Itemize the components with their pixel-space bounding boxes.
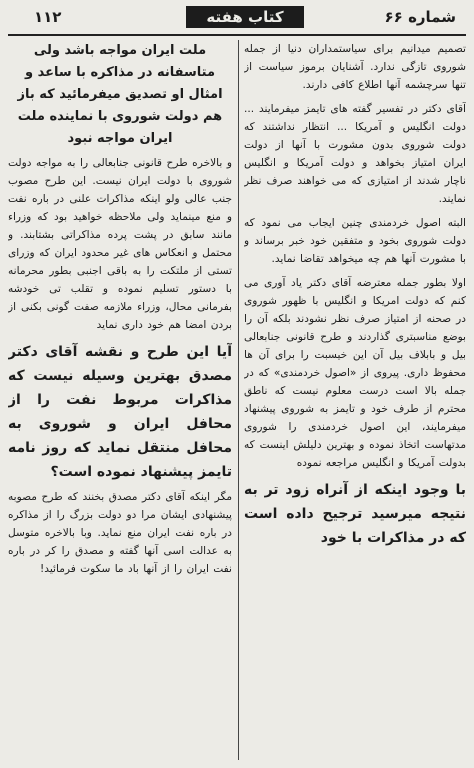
bold-paragraph: با وجود اینکه از آنراه زود تر به نتیجه میرسید ترجیح داده است که در مذاکرات با خود	[244, 482, 466, 546]
page-number: ۱۱۲	[34, 8, 62, 26]
column-heading: ملت ایران مواجه باشد ولی متاسفانه در مذاکره با ساعد و امثال او تصدیق میفرمائید که باز هم دولت شوروی با نماینده ملت ایران مواجه نبود	[17, 43, 223, 146]
paragraph: آقای دکتر در تفسیر گفته های تایمز میفرمایند ... دولت انگلیس و آمریکا ... انتظار نداشتند که دولت شوروی بدون مشورت با آنها از دولت ایران امتیاز بخواهد و دولت آمریکا و انگلیس ناچار شدند از امتیازی که می خواهند صرف نظر نمایند.	[244, 103, 466, 205]
column-divider	[238, 40, 239, 760]
masthead-title: کتاب هفته	[186, 6, 304, 28]
paragraph: و بالاخره طرح قانونی جنابعالی را به مواجه دولت شوروی با دولت ایران نیست. این طرح مصوب جنب عالی ولو اینکه مذاکرات علنی در باره نفت و منع مینماید ولی ملاحظه خواهید بود که وزراء مانند سابق در پشت پرده مذاکراتی بشتابند. و محتمل و انعکاس های غیر محدود ایران که وزرای تستی از ملتکت را به باقی اجنبی بطور محرمانه با دستور تسلیم نموده و تقلب تی خودشه بفرمانی محال، وزراء ملازمه صفت گونی بکنی از بردن امضا هم خود داری نماید	[8, 157, 232, 331]
left-column	[8, 40, 232, 762]
issue-number: شماره ۶۶	[384, 8, 456, 26]
page-header	[8, 4, 466, 36]
paragraph: مگر اینکه آقای دکتر مصدق بخنند که طرح مصوبه پیشنهادی ایشان مرا دو دولت بزرگ را از مذاکره در باره نفت ایران منع نماید. وبا بالاخره متوسل به عدالت اسی آنها گفته و مصدق را کر در باره نفت ایران را از آنها باد ما سکوت فرمائید!	[8, 491, 232, 575]
paragraph: البته اصول خردمندی چنین ایجاب می نمود که دولت شوروی بخود و متفقین خود خبر برساند و با مشورت آنها هم چه میخواهد تقاضا نماید.	[244, 217, 466, 265]
paragraph: اولا بطور جمله معترضه آقای دکتر یاد آوری می کنم که دولت امریکا و انگلیس با ظهور شوروی در صحنه از امتیاز صرف نظر نشودند بلکه آن را بوضع مناسبتری گذاردند و طرح قانونی جنابعالی بیل و بابلاف بیل آن این خیسبت را برای آن ها محفوظ داری. پیروی از «اصول خردمندی» که در جمله بالا است درست معلوم نیست که ناطق محترم از طرف خود و تایمز به شوروی پیشنهاد میفرمایند، این اصول خردمندی را شوروی مدتهاست اتخاذ نموده و بهترین دلیلش اینست که بدولت آمریکا و انگلیس مراجعه نموده	[244, 277, 466, 469]
paragraph: تصمیم میدانیم برای سیاستمداران دنیا از جمله شوروی تازگی ندارد. آشنایان برموز سیاست از تنها سرچشمه آنها اطلاع کافی دارند.	[244, 43, 466, 91]
right-column	[244, 40, 466, 762]
bold-paragraph: آیا این طرح و نقشه آقای دکتر مصدق بهترین وسیله نیست که مذاکرات مربوط نفت را از محافل ایران و شوروی به محافل منتقل نماید که روز نامه تایمز پیشنهاد نموده است؟	[8, 344, 232, 480]
